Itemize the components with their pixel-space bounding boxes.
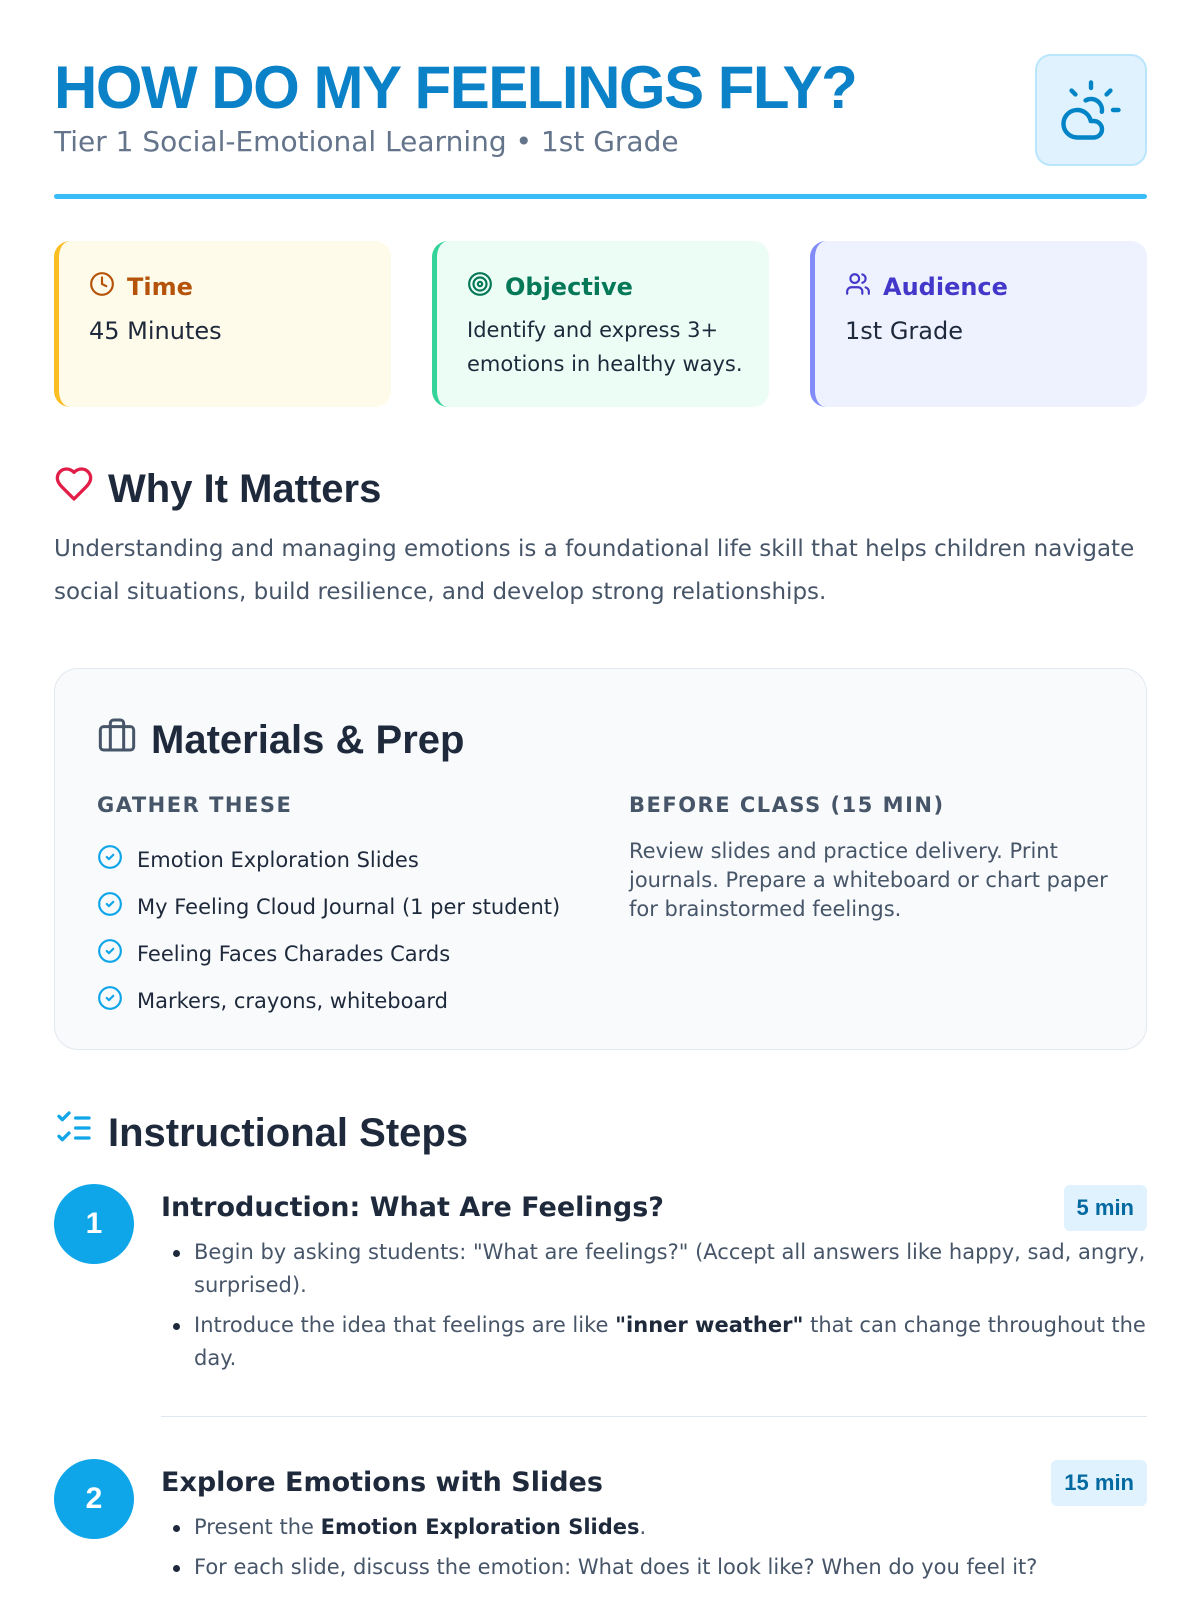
- list-item: [97, 977, 560, 1024]
- time-card: [54, 241, 391, 407]
- bullet-text: .: [639, 1515, 647, 1539]
- page-header: [54, 0, 1147, 200]
- bullet-text: that can change throughout the day.: [194, 1313, 1146, 1370]
- audience-card-header: [845, 271, 1147, 303]
- clock-icon: [89, 271, 115, 303]
- materials-title: Materials & Prep: [151, 717, 465, 762]
- before-class-label: BEFORE CLASS (15 MIN): [629, 793, 945, 817]
- objective-card-header: [467, 271, 769, 303]
- time-card-value: 45 Minutes: [89, 317, 222, 345]
- step-title: Explore Emotions with Slides: [161, 1467, 603, 1498]
- time-card-header: [89, 271, 391, 303]
- instructional-steps-title: Instructional Steps: [108, 1110, 469, 1155]
- gather-item-label: My Feeling Cloud Journal (1 per student): [137, 894, 561, 919]
- step-duration-badge: 15 min: [1051, 1460, 1147, 1506]
- bullet-text: Introduce the idea that feelings are like: [194, 1313, 616, 1337]
- time-card-label: Time: [127, 273, 193, 301]
- check-circle-icon: [97, 985, 123, 1016]
- why-it-matters-title: Why It Matters: [108, 466, 382, 511]
- checklist-icon: [54, 1108, 94, 1158]
- gather-label: GATHER THESE: [97, 793, 293, 817]
- materials-heading: [97, 715, 464, 765]
- step-duration-badge: 5 min: [1064, 1185, 1147, 1231]
- check-circle-icon: [97, 938, 123, 969]
- info-cards: [54, 241, 1147, 407]
- check-circle-icon: [97, 844, 123, 875]
- audience-card-value: 1st Grade: [845, 317, 963, 345]
- lesson-plan-page: [54, 0, 1147, 1579]
- users-icon: [845, 271, 871, 303]
- objective-card-value: Identify and express 3+ emotions in healthy ways.: [467, 318, 743, 376]
- step-title: Introduction: What Are Feelings?: [161, 1192, 664, 1223]
- page-title: HOW DO MY FEELINGS FLY?: [54, 54, 857, 121]
- check-circle-icon: [97, 891, 123, 922]
- step-bullet-list: [161, 1236, 1147, 1382]
- why-it-matters-text: Understanding and managing emotions is a foundational life skill that helps children navigate social situations, build resilience, and develop strong relationships.: [54, 536, 1135, 605]
- gather-item-label: Feeling Faces Charades Cards: [137, 941, 451, 966]
- step-divider: [161, 1416, 1147, 1417]
- header-divider: [54, 194, 1147, 199]
- materials-prep-box: [54, 668, 1147, 1050]
- step-bullet-list: [161, 1511, 1147, 1591]
- instructional-steps-heading: [54, 1108, 468, 1158]
- briefcase-icon: [97, 715, 137, 765]
- before-class-text: Review slides and practice delivery. Print journals. Prepare a whiteboard or chart paper for brainstormed feelings.: [629, 839, 1108, 921]
- page-subtitle: Tier 1 Social-Emotional Learning • 1st Grade: [54, 125, 679, 158]
- list-item: [161, 1309, 1147, 1375]
- weather-sun-cloud-icon: [1035, 54, 1147, 166]
- gather-item-label: Emotion Exploration Slides: [137, 847, 419, 872]
- list-item: For each slide, discuss the emotion: What does it look like? When do you feel it?: [161, 1551, 1147, 1584]
- gather-item-label: Markers, crayons, whiteboard: [137, 988, 448, 1013]
- gather-list: [97, 836, 560, 1024]
- audience-card-label: Audience: [883, 273, 1008, 301]
- step-number-badge: 2: [54, 1459, 134, 1539]
- bullet-bold-text: Emotion Exploration Slides: [320, 1515, 640, 1539]
- heart-icon: [54, 464, 94, 514]
- step-number-badge: 1: [54, 1184, 134, 1264]
- list-item: [97, 930, 560, 977]
- list-item: Begin by asking students: "What are feelings?" (Accept all answers like happy, sad, angry, surprised).: [161, 1236, 1147, 1302]
- why-it-matters-heading: [54, 464, 381, 514]
- list-item: [97, 883, 560, 930]
- bullet-text: Present the: [194, 1515, 321, 1539]
- target-icon: [467, 271, 493, 303]
- list-item: [97, 836, 560, 883]
- list-item: [161, 1511, 1147, 1544]
- bullet-bold-text: "inner weather": [615, 1313, 804, 1337]
- objective-card: [432, 241, 769, 407]
- objective-card-label: Objective: [505, 273, 633, 301]
- audience-card: [810, 241, 1147, 407]
